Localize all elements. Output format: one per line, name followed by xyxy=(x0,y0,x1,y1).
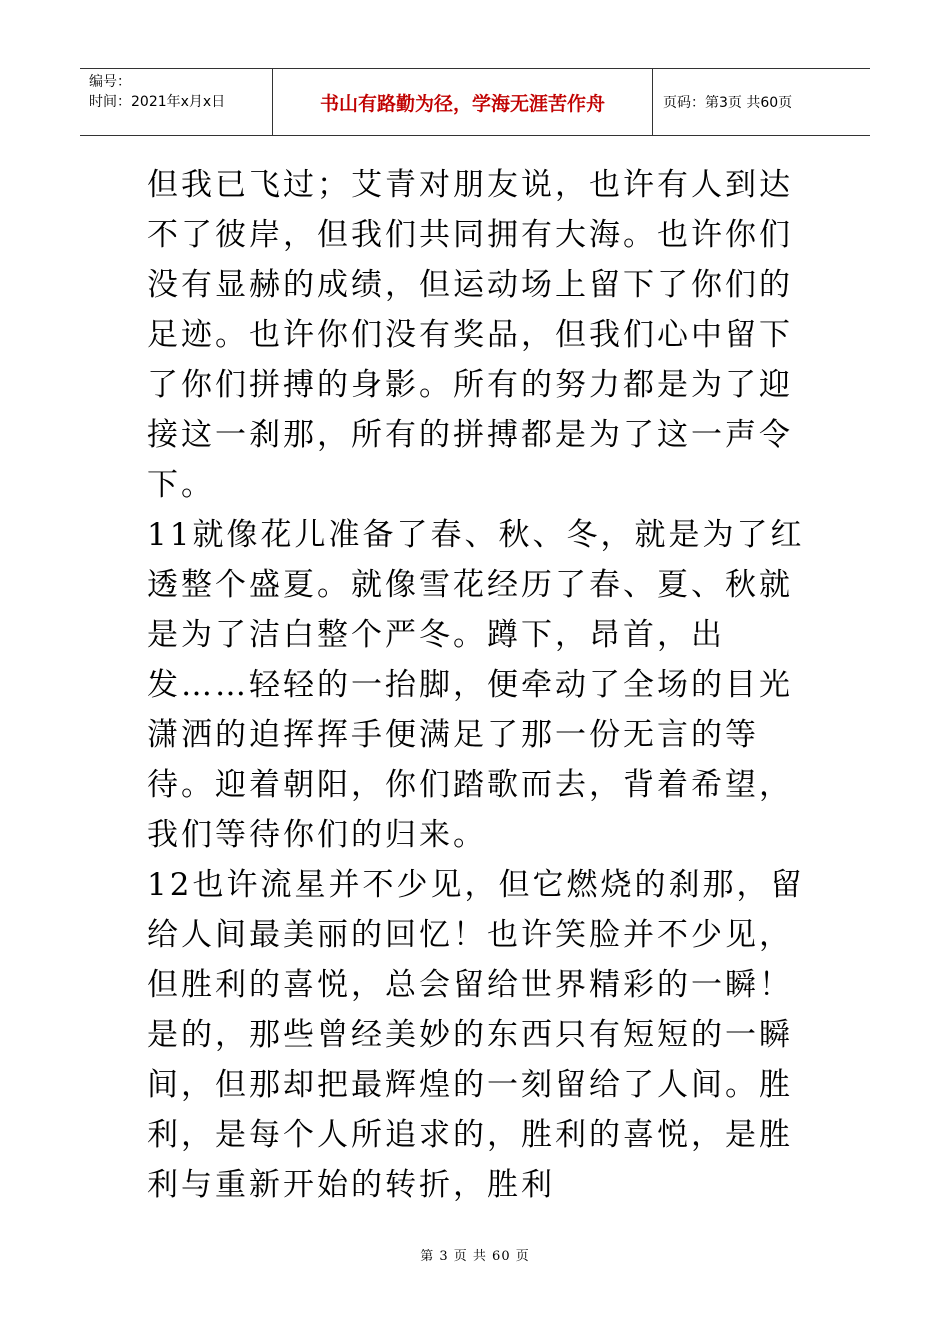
header-meta xyxy=(80,69,273,135)
document-number-label: 编号： xyxy=(89,74,131,90)
document-body xyxy=(147,160,809,1210)
page-header xyxy=(80,68,870,136)
header-motto: 书山有路勤为径，学海无涯苦作舟 xyxy=(273,69,653,135)
paragraph: 12也许流星并不少见，但它燃烧的刹那，留给人间最美丽的回忆！也许笑脸并不少见，但胜利的喜悦，总会留给世界精彩的一瞬！是的，那些曾经美妙的东西只有短短的一瞬间，但那却把最辉煌的一刻留给了人间。胜利，是每个人所追求的，胜利的喜悦，是胜利与重新开始的转折，胜利 xyxy=(147,867,805,1203)
paragraph: 11就像花儿准备了春、秋、冬，就是为了红透整个盛夏。就像雪花经历了春、夏、秋就是为了洁白整个严冬。蹲下，昂首，出发……轻轻的一抬脚，便牵动了全场的目光潇洒的迫挥挥手便满足了那一份无言的等待。迎着朝阳，你们踏歌而去，背着希望，我们等待你们的归来。 xyxy=(147,517,805,853)
document-date: 时间：2021年x月x日 xyxy=(89,94,226,110)
page-footer: 第 3 页 共 60 页 xyxy=(420,1249,530,1264)
paragraph: 但我已飞过；艾青对朋友说，也许有人到达不了彼岸，但我们共同拥有大海。也许你们没有显赫的成绩，但运动场上留下了你们的足迹。也许你们没有奖品，但我们心中留下了你们拼搏的身影。所有的努力都是为了迎接这一刹那，所有的拼搏都是为了这一声令下。 xyxy=(147,167,793,503)
header-page-info: 页码：第3页 共60页 xyxy=(663,95,793,111)
